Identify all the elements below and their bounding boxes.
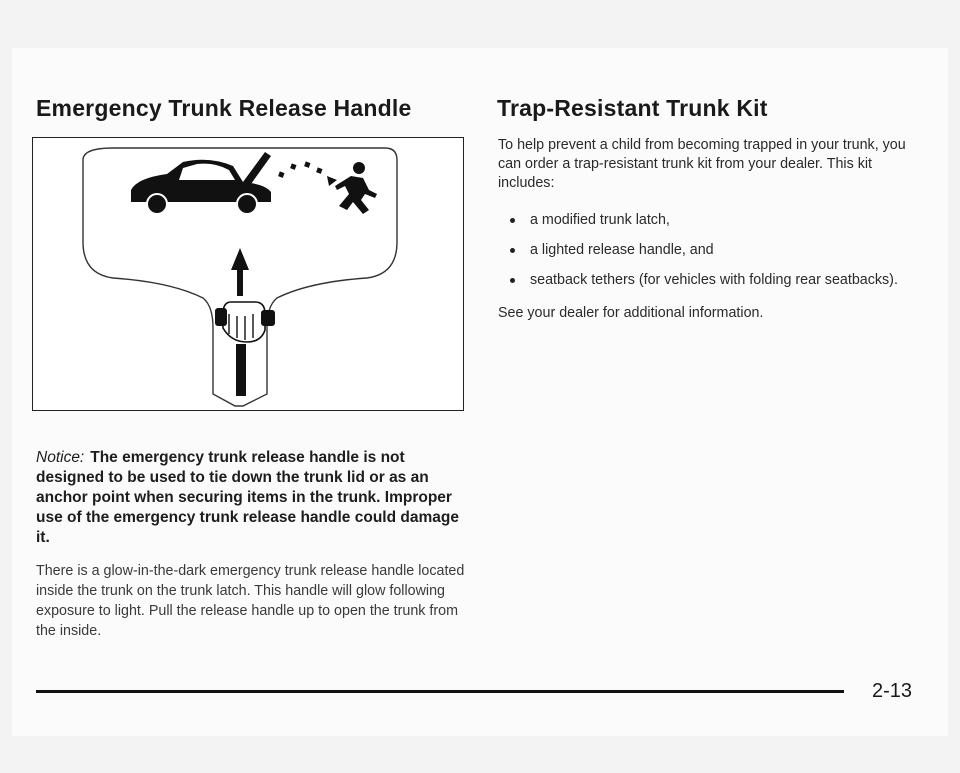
trunk-kit-intro: To help prevent a child from becoming trapped in your trunk, you can order a trap-resistant trunk kit from your dealer. This kit includes: bbox=[498, 137, 906, 191]
list-item bbox=[498, 241, 918, 260]
footer-rule bbox=[36, 690, 844, 693]
list-item bbox=[498, 211, 918, 230]
page-number: 2-13 bbox=[872, 680, 913, 702]
list-item-text: a lighted release handle, and bbox=[530, 242, 714, 258]
trunk-release-description: There is a glow-in-the-dark emergency trunk release handle located inside the trunk on the trunk latch. This handle will glow following exposure to light. Pull the release handle up to open the trunk from the inside. bbox=[36, 563, 465, 639]
bullet-icon bbox=[510, 278, 515, 283]
list-item bbox=[498, 271, 918, 290]
trunk-release-handle-illustration bbox=[32, 137, 464, 411]
bullet-icon bbox=[510, 248, 515, 253]
see-dealer-note: See your dealer for additional information. bbox=[498, 305, 764, 321]
bullet-icon bbox=[510, 218, 515, 223]
section-heading-trunk-release: Emergency Trunk Release Handle bbox=[36, 95, 412, 121]
trunk-kit-list bbox=[498, 211, 918, 301]
section-heading-trunk-kit: Trap-Resistant Trunk Kit bbox=[497, 95, 768, 121]
notice-text: The emergency trunk release handle is not designed to be used to tie down the trunk lid or as an anchor point when securing items in the trunk. Improper use of the emergency trunk release handle could damage it. bbox=[36, 449, 459, 546]
notice-label: Notice: bbox=[36, 449, 85, 466]
notice-paragraph bbox=[36, 448, 476, 548]
list-item-text: a modified trunk latch, bbox=[530, 212, 670, 228]
list-item-text: seatback tethers (for vehicles with folding rear seatbacks). bbox=[530, 272, 898, 288]
handle-stem bbox=[236, 344, 246, 396]
